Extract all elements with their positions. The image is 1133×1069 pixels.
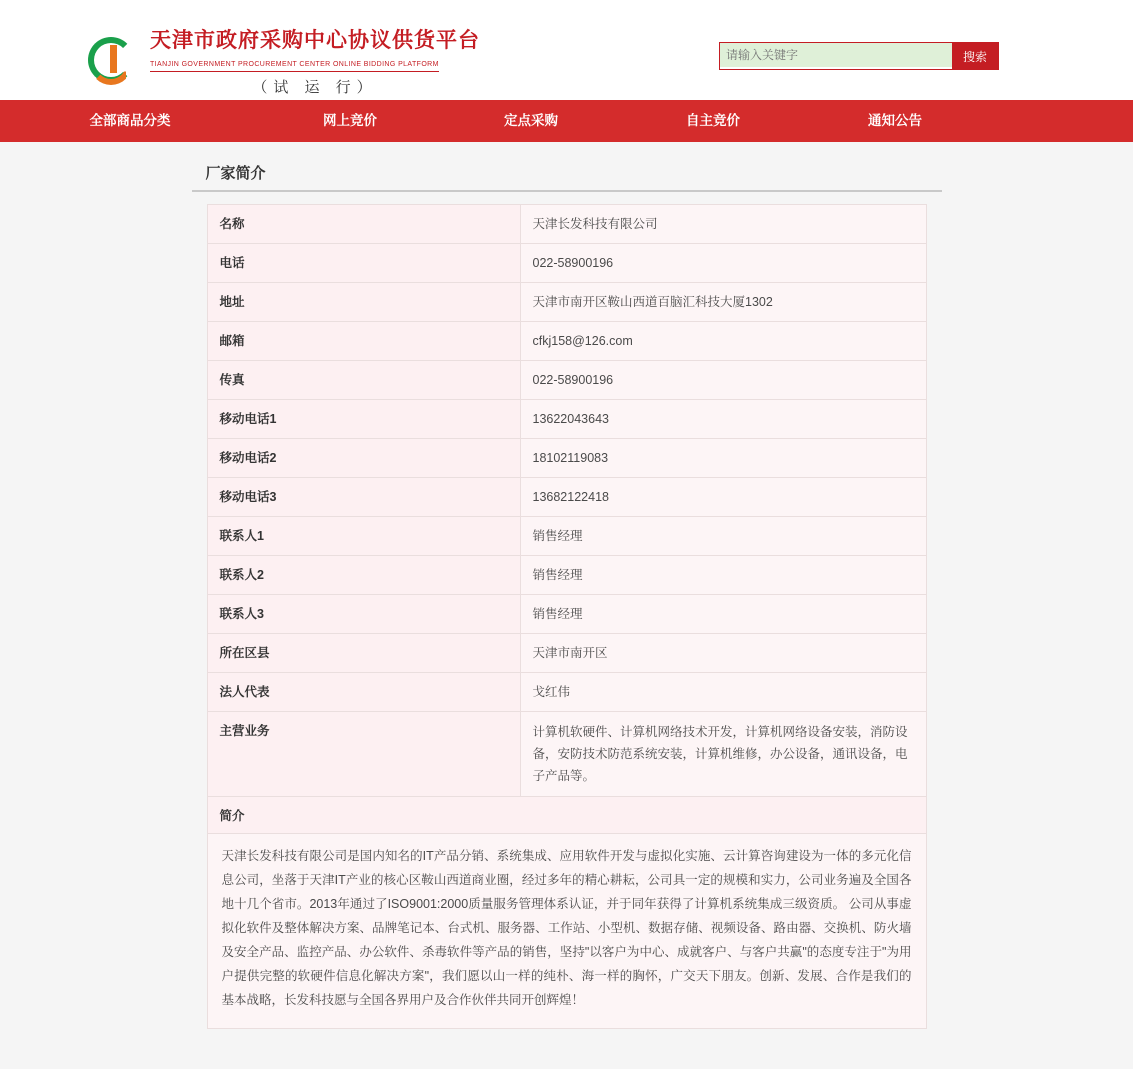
- row-label: 地址: [207, 283, 520, 322]
- intro-text: 天津长发科技有限公司是国内知名的IT产品分销、系统集成、应用软件开发与虚拟化实施、云计算咨询建设为一体的多元化信息公司，坐落于天津IT产业的核心区鞍山西道商业圈，经过多年的精心耕耘，公司具一定的规模和实力，公司业务遍及全国各地十几个省市。2013年通过了ISO9001:2000质量服务管理体系认证，并于同年获得了计算机系统集成三级资质。 公司从事虚拟化软件及整体解决方案、品牌笔记本、台式机、服务器、工作站、小型机、数据存储、视频设备、路由器、交换机、防火墙及安全产品、监控产品、办公软件、杀毒软件等产品的销售，坚持"以客户为中心、成就客户、与客户共赢"的态度专注于"为用户提供完整的软硬件信息化解决方案"，我们愿以山一样的纯朴、海一样的胸怀，广交天下朋友。创新、发展、合作是我们的基本战略，长发科技愿与全国各界用户及合作伙伴共同开创辉煌！: [207, 834, 927, 1029]
- row-value: 天津市南开区鞍山西道百脑汇科技大厦1302: [520, 283, 926, 322]
- row-label: 邮箱: [207, 322, 520, 361]
- table-row: [207, 712, 926, 797]
- table-row: [207, 595, 926, 634]
- row-label: 名称: [207, 205, 520, 244]
- main-nav: [0, 100, 1133, 142]
- nav-item-self-bidding[interactable]: 自主竞价: [686, 113, 740, 128]
- row-value: 18102119083: [520, 439, 926, 478]
- table-row: [207, 634, 926, 673]
- logo-subtitle-cn: （试 运 行）: [252, 79, 378, 96]
- row-value: 销售经理: [520, 556, 926, 595]
- row-label: 传真: [207, 361, 520, 400]
- row-value: 天津市南开区: [520, 634, 926, 673]
- row-value: 13622043643: [520, 400, 926, 439]
- row-label: 联系人3: [207, 595, 520, 634]
- page-title: 厂家简介: [205, 165, 266, 182]
- row-label: 主营业务: [207, 712, 520, 797]
- table-row: [207, 205, 926, 244]
- content-area: [0, 142, 1133, 1069]
- nav-item-online-bidding[interactable]: 网上竞价: [323, 113, 377, 128]
- row-label: 法人代表: [207, 673, 520, 712]
- search-button[interactable]: 搜索: [952, 43, 998, 69]
- table-row: [207, 439, 926, 478]
- row-label: 移动电话2: [207, 439, 520, 478]
- logo-title: 天津市政府采购中心协议供货平台: [150, 29, 480, 52]
- row-label: 移动电话1: [207, 400, 520, 439]
- row-label: 电话: [207, 244, 520, 283]
- site-header: [0, 0, 1133, 100]
- nav-item-fixed-procurement[interactable]: 定点采购: [504, 113, 558, 128]
- section-header: [192, 156, 942, 192]
- row-label: 所在区县: [207, 634, 520, 673]
- site-logo[interactable]: [88, 28, 480, 97]
- row-value: 戈红伟: [520, 673, 926, 712]
- row-value: cfkj158@126.com: [520, 322, 926, 361]
- search-area: [719, 42, 999, 70]
- table-row: [207, 556, 926, 595]
- row-label: 联系人1: [207, 517, 520, 556]
- row-value: 销售经理: [520, 595, 926, 634]
- row-label: 联系人2: [207, 556, 520, 595]
- search-input[interactable]: [720, 43, 952, 67]
- logo-icon: [88, 37, 140, 89]
- table-row: [207, 673, 926, 712]
- row-value: 计算机软硬件、计算机网络技术开发，计算机网络设备安装，消防设备，安防技术防范系统安装，计算机维修，办公设备，通讯设备，电子产品等。: [520, 712, 926, 797]
- table-row: [207, 322, 926, 361]
- row-value: 022-58900196: [520, 244, 926, 283]
- logo-text-block: [150, 28, 480, 97]
- table-row: [207, 283, 926, 322]
- row-value: 天津长发科技有限公司: [520, 205, 926, 244]
- row-value: 13682122418: [520, 478, 926, 517]
- nav-item-all-categories[interactable]: 全部商品分类: [89, 113, 171, 128]
- nav-item-announcements[interactable]: 通知公告: [868, 113, 922, 128]
- row-value: 销售经理: [520, 517, 926, 556]
- table-row: [207, 400, 926, 439]
- intro-label: 简介: [207, 797, 927, 834]
- row-value: 022-58900196: [520, 361, 926, 400]
- row-label: 移动电话3: [207, 478, 520, 517]
- logo-subtitle-en: TIANJIN GOVERNMENT PROCUREMENT CENTER ONLINE BIDDING PLATFORM: [150, 60, 439, 72]
- table-row: [207, 478, 926, 517]
- table-row: [207, 517, 926, 556]
- table-row: [207, 244, 926, 283]
- table-row: [207, 361, 926, 400]
- manufacturer-info-table: [207, 204, 927, 797]
